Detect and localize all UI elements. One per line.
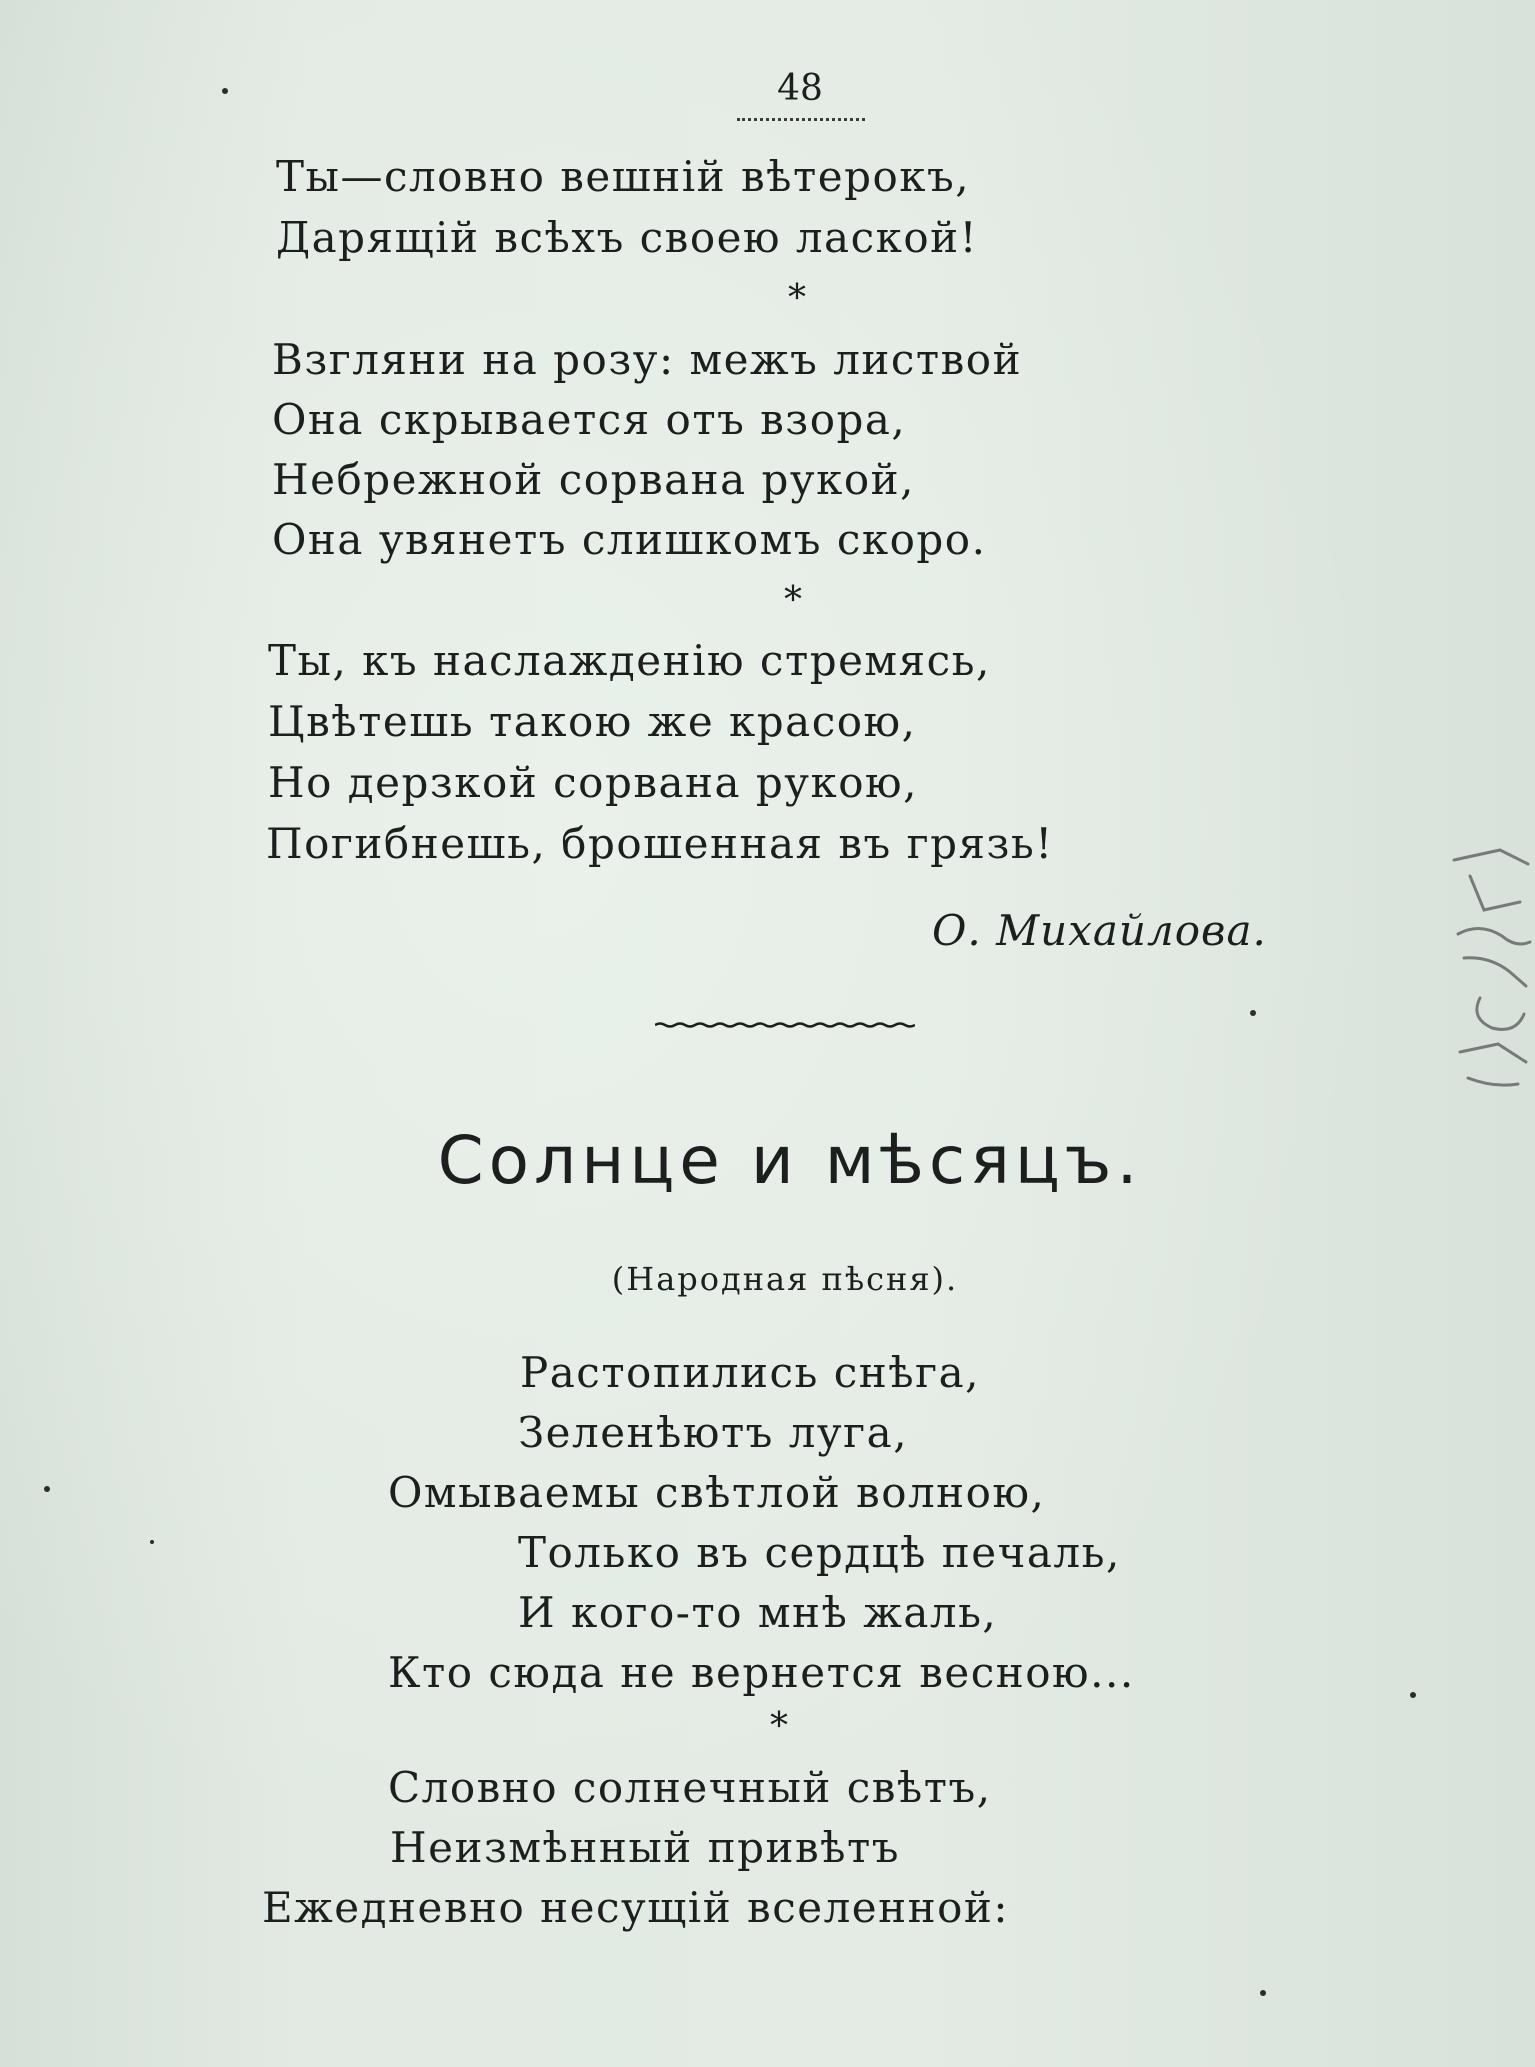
print-speck bbox=[44, 1486, 50, 1492]
print-speck bbox=[222, 88, 228, 94]
print-speck bbox=[150, 1540, 154, 1544]
poem1-stanza3-line2: Цвѣтешь такою же красою, bbox=[268, 697, 917, 746]
poem1-stanza2-line3: Небрежной сорвана рукой, bbox=[272, 455, 916, 504]
poem1-stanza3-line4: Погибнешь, брошенная въ грязь! bbox=[266, 819, 1054, 868]
print-speck bbox=[1250, 1010, 1256, 1016]
poem1-stanza3-line1: Ты, къ наслажденію стремясь, bbox=[268, 636, 991, 685]
poem1-author: О. Михайлова. bbox=[932, 906, 1267, 955]
page-number: 48 bbox=[777, 68, 823, 109]
poem2-separator-1: * bbox=[770, 1706, 788, 1747]
page-number-rule bbox=[737, 118, 865, 121]
poem2-title: Солнце и мѣсяцъ. bbox=[437, 1122, 1143, 1199]
poem1-stanza2-line1: Взгляни на розу: межъ листвой bbox=[272, 335, 1023, 384]
poem1-stanza1-line1: Ты—словно вешній вѣтерокъ, bbox=[276, 152, 971, 201]
poem2-stanza1-line6: Кто сюда не вернется весною... bbox=[388, 1648, 1135, 1697]
poem2-stanza2-line3: Ежедневно несущій вселенной: bbox=[262, 1883, 1010, 1932]
section-divider bbox=[655, 1022, 915, 1028]
poem1-stanza1-line2: Дарящій всѣхъ своею лаской! bbox=[276, 213, 979, 262]
poem2-stanza1-line4: Только въ сердцѣ печаль, bbox=[518, 1528, 1121, 1577]
poem2-stanza1-line3: Омываемы свѣтлой волною, bbox=[388, 1468, 1046, 1517]
poem2-stanza2-line2: Неизмѣнный привѣтъ bbox=[390, 1823, 900, 1872]
poem1-separator-2: * bbox=[784, 580, 802, 621]
poem2-stanza1-line2: Зеленѣютъ луга, bbox=[518, 1408, 909, 1457]
poem2-subtitle: (Народная пѣсня). bbox=[611, 1260, 959, 1298]
print-speck bbox=[1410, 1692, 1416, 1698]
poem2-stanza2-line1: Словно солнечный свѣтъ, bbox=[388, 1763, 992, 1812]
poem1-stanza2-line4: Она увянетъ слишкомъ скоро. bbox=[272, 515, 987, 564]
poem1-separator-1: * bbox=[788, 278, 806, 319]
poem1-stanza3-line3: Но дерзкой сорвана рукою, bbox=[268, 758, 918, 807]
poem1-stanza2-line2: Она скрывается отъ взора, bbox=[272, 395, 907, 444]
poem2-stanza1-line1: Растопились снѣга, bbox=[520, 1348, 980, 1397]
print-speck bbox=[1260, 1990, 1266, 1996]
pencil-marginalia-mark bbox=[1440, 838, 1535, 1118]
poem2-stanza1-line5: И кого-то мнѣ жаль, bbox=[518, 1588, 998, 1637]
